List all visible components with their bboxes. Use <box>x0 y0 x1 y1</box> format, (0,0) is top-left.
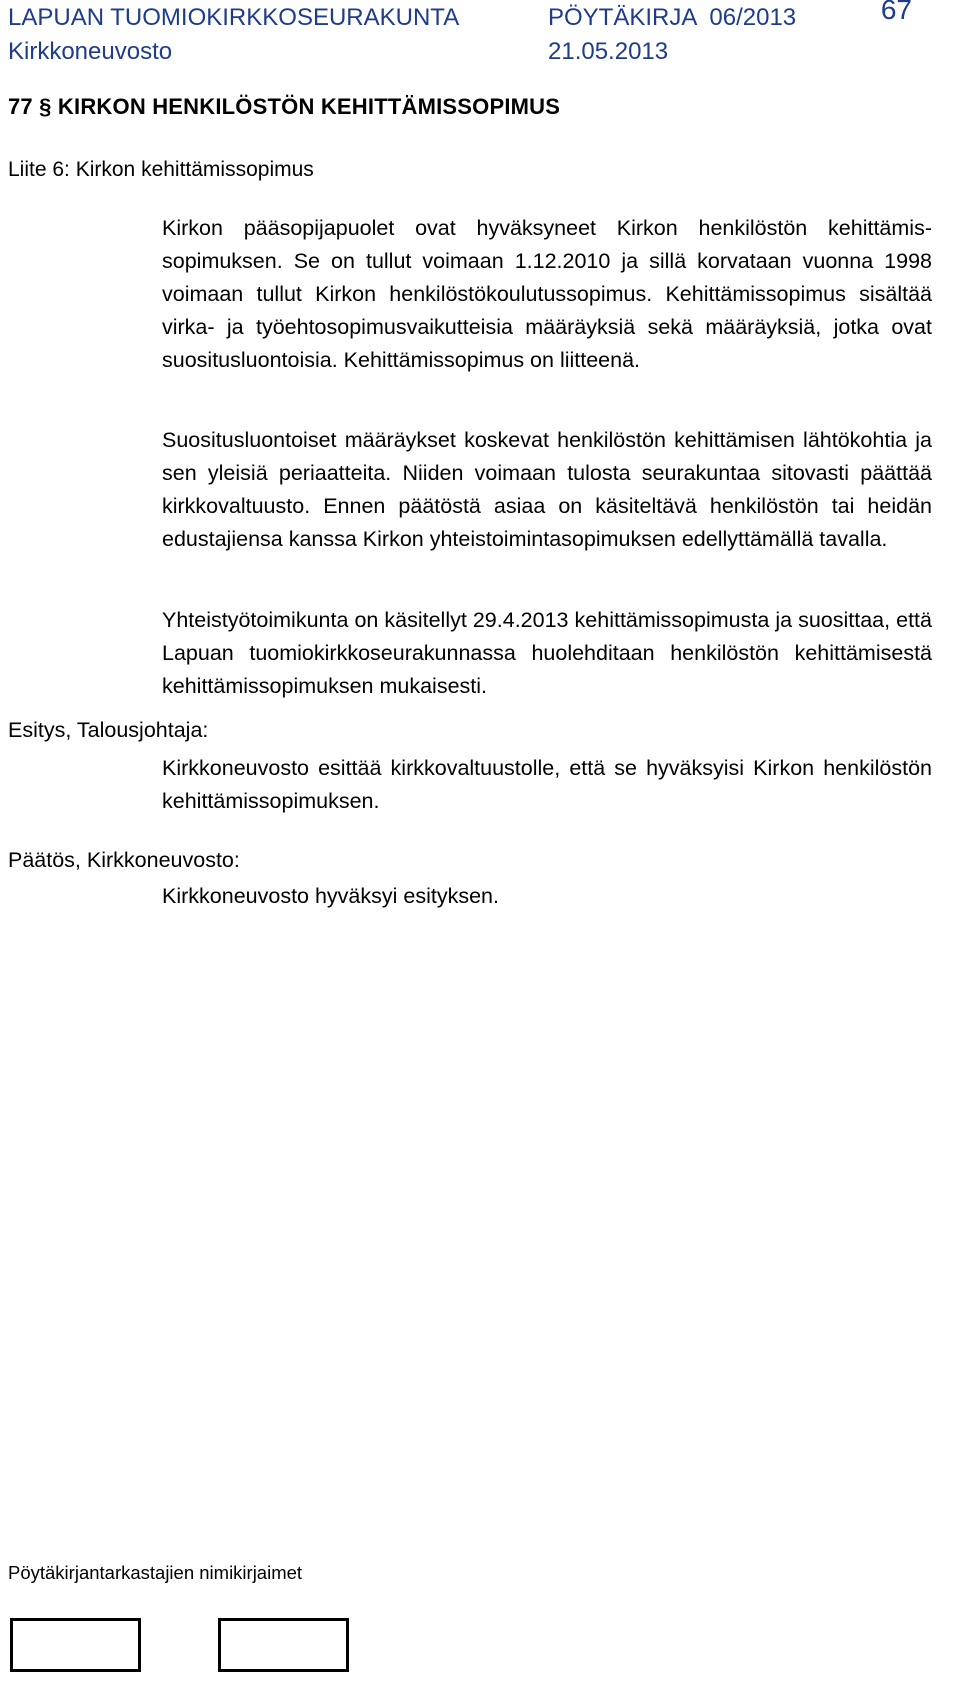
header-row-1 <box>8 0 930 34</box>
proposal-text: Kirkkoneuvosto esittää kirkkovaltuustolle, että se hyväksyisi Kirkon henkilöstön kehittämissopimuksen. <box>162 756 932 813</box>
paragraph-1: Kirkon pääsopijapuolet ovat hyväksyneet Kirkon henkilöstön kehittämissopimuksen. Se on tullut voimaan 1.12.2010 ja sillä korvataan vuonna 1998 voimaan tullut Kirkon henkilöstökoulutussopimus. Kehittämissopimus sisältää virka- ja työehtosopimusvaikutteisia määräyksiä sekä määräyksiä, jotka ovat suositusluontoisia. Kehittämissopimus on liitteenä. <box>162 216 932 372</box>
document-type: PÖYTÄKIRJA 06/2013 <box>548 4 797 31</box>
signature-box-2 <box>218 1618 349 1672</box>
signatures-label: Pöytäkirjantarkastajien nimikirjaimet <box>8 1562 303 1583</box>
paragraph-2: Suositusluontoiset määräykset koskevat henkilöstön kehittämisen lähtökohtia ja sen yleisiä periaatteita. Niiden voimaan tulosta seurakuntaa sitovasti päättää kirkkovaltuusto. Ennen päätöstä asiaa on käsiteltävä henkilöstön tai heidän edustajiensa kanssa Kirkon yhteistoimintasopimuksen edellyttämällä tavalla. <box>162 428 932 551</box>
meeting-body: Kirkkoneuvosto <box>8 38 173 65</box>
header-row-2 <box>8 38 930 68</box>
meeting-date: 21.05.2013 <box>548 38 669 65</box>
attachment-line: Liite 6: Kirkon kehittämissopimus <box>8 158 314 181</box>
signature-box-1 <box>10 1618 141 1672</box>
section-title: 77 § KIRKON HENKILÖSTÖN KEHITTÄMISSOPIMUS <box>8 94 561 119</box>
decision-label: Päätös, Kirkkoneuvosto: <box>8 848 240 872</box>
page-number: 67 <box>880 0 912 25</box>
organization-name: LAPUAN TUOMIOKIRKKOSEURAKUNTA <box>8 4 460 31</box>
proposal-label: Esitys, Talousjohtaja: <box>8 718 209 742</box>
paragraph-3: Yhteistyötoimikunta on käsitellyt 29.4.2013 kehittämissopimusta ja suosittaa, että Lapuan tuomiokirkkoseurakunnassa huolehditaan henkilöstön kehittämisestä kehittämissopimuksen mukaisesti. <box>162 608 932 698</box>
decision-text: Kirkkoneuvosto hyväksyi esityksen. <box>162 884 499 908</box>
